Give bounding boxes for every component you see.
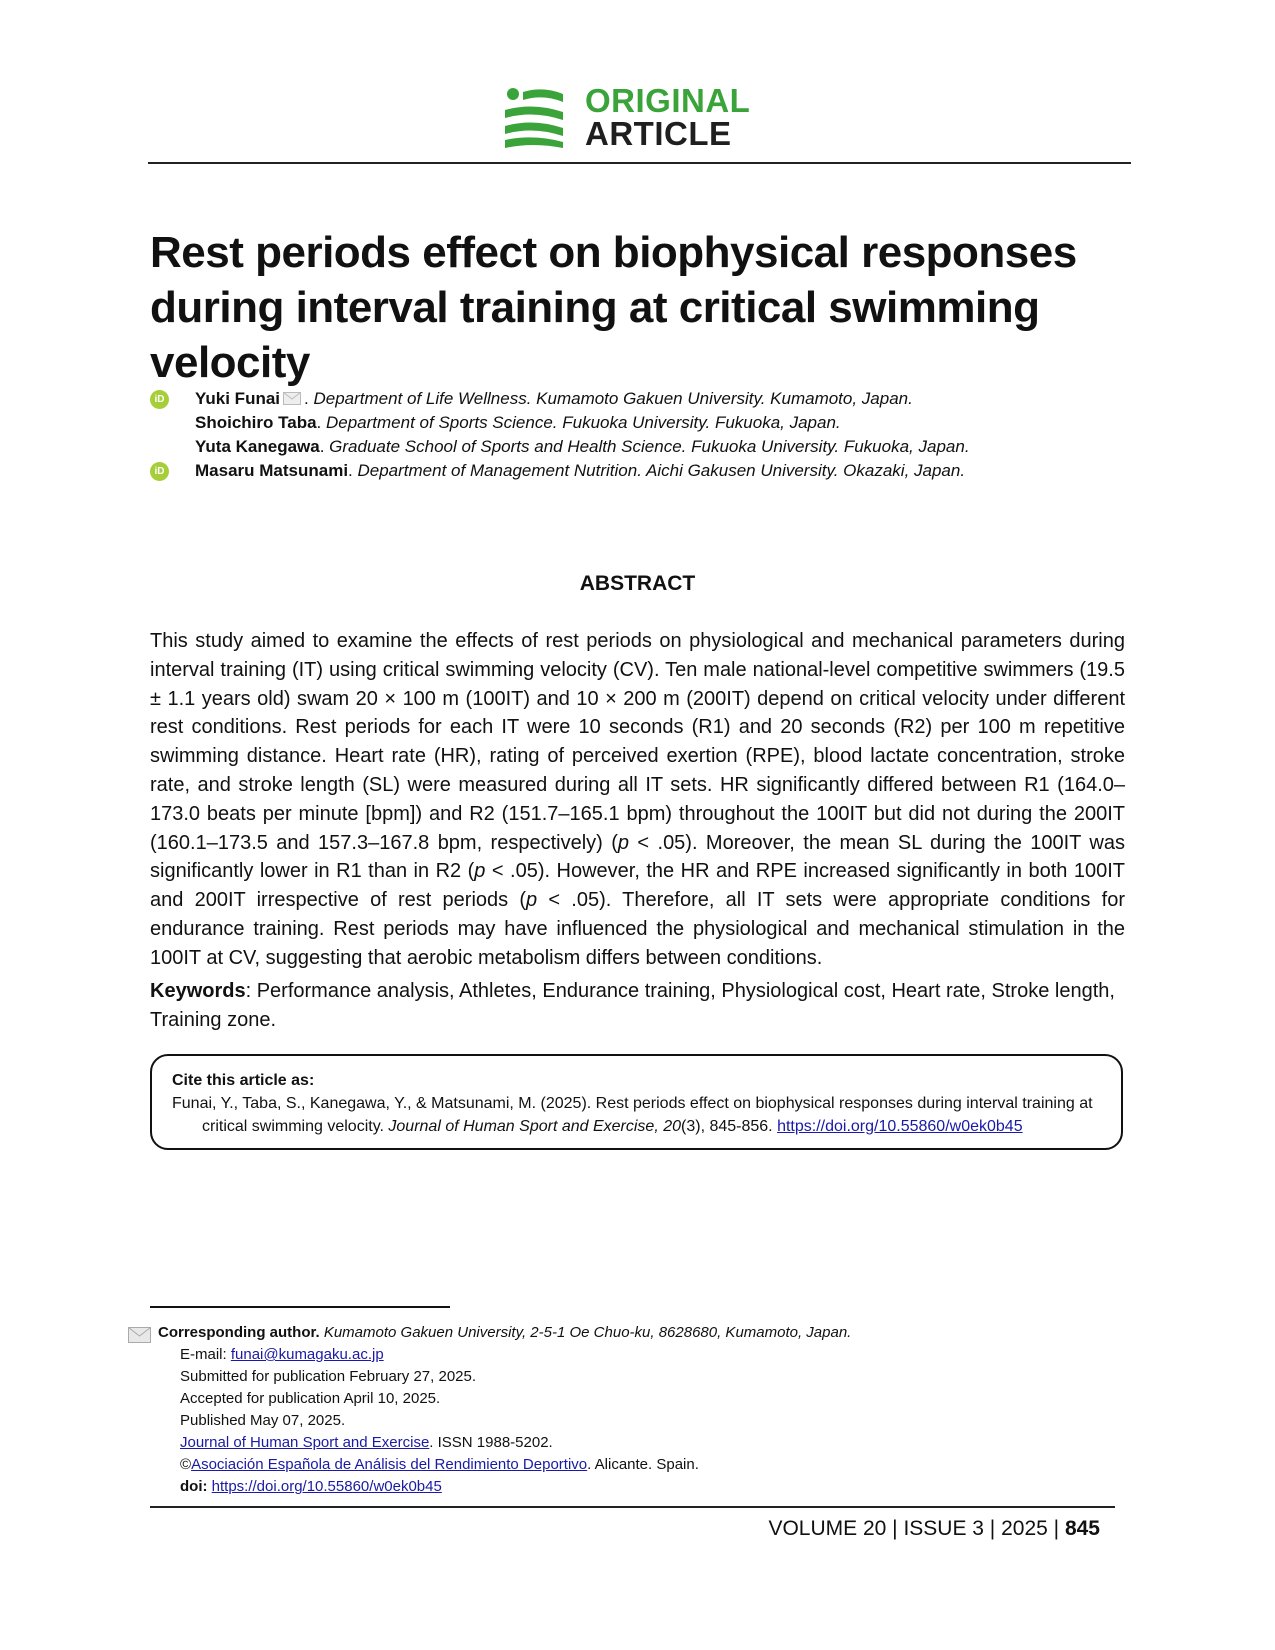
accepted-date: Accepted for publication April 10, 2025. (180, 1390, 441, 1407)
author-list (150, 387, 1150, 483)
citation-journal: Journal of Human Sport and Exercise, 20 (388, 1118, 682, 1135)
email-label: E-mail: (180, 1346, 231, 1363)
copyright-symbol: © (180, 1456, 192, 1473)
abstract-part: < .05). Moreover, the mean SL during the 100IT was significantly lower in R1 than in R2 ( (150, 831, 1125, 883)
corresponding-author (128, 1322, 1078, 1344)
author-name: Yuki Funai (195, 389, 281, 408)
footer-divider (150, 1506, 1115, 1508)
volume-issue: VOLUME 20 | ISSUE 3 | 2025 | (768, 1517, 1065, 1540)
abstract-part: This study aimed to examine the effects of rest periods on physiological and mechanical parameters during interval training (IT) using critical swimming velocity (CV). Ten male national-level competitive swimmers (19.5 ± 1.1 years old) swam 20 × 100 m (100IT) and 10 × 200 m (200IT) depend on critical velocity under different rest conditions. Rest periods for each IT were 10 seconds (R1) and 20 seconds (R2) per 100 m repetitive swimming distance. Heart rate (HR), rating of perceived exertion (RPE), blood lactate concentration, stroke rate, and stroke length (SL) were measured during all IT sets. HR significantly differed between R1 (164.0–173.0 beats per minute [bpm]) and R2 (151.7–165.1 bpm) throughout the 100IT but did not during the 200IT (160.1–173.5 and 157.3–167.8 bpm, respectively) ( (150, 630, 1125, 854)
publisher-line (128, 1454, 1078, 1476)
submitted-date: Submitted for publication February 27, 2025. (180, 1368, 477, 1385)
envelope-icon (128, 1324, 154, 1343)
author-affiliation: Department of Sports Science. Fukuoka University. Fukuoka, Japan. (326, 413, 841, 432)
keywords-label: Keywords (150, 980, 246, 1002)
author-sep: . (348, 461, 358, 480)
author-affiliation: Department of Management Nutrition. Aichi Gakusen University. Okazaki, Japan. (357, 461, 966, 480)
keywords (150, 977, 1125, 1035)
journal-link[interactable]: Journal of Human Sport and Exercise (180, 1434, 430, 1451)
corresponding-label: Corresponding author. (158, 1324, 320, 1341)
badge-text (585, 84, 750, 150)
author-sep: . (319, 437, 330, 456)
email-link[interactable]: funai@kumagaku.ac.jp (230, 1346, 384, 1363)
header-divider (148, 162, 1131, 164)
doi-line (128, 1476, 1078, 1498)
author-item (150, 459, 1150, 483)
author-sep: . (316, 413, 326, 432)
orcid-icon[interactable]: iD (150, 462, 169, 481)
page-number: 845 (1064, 1517, 1100, 1540)
envelope-icon[interactable] (283, 392, 301, 405)
badge-line1: ORIGINAL (585, 82, 751, 119)
badge-line2: ARTICLE (585, 115, 732, 152)
published-date: Published May 07, 2025. (180, 1412, 346, 1429)
keywords-list: : Performance analysis, Athletes, Endurance training, Physiological cost, Heart rate, Stroke length, Training zone. (150, 980, 1115, 1031)
journal-line (128, 1432, 1078, 1454)
abstract-heading: ABSTRACT (579, 572, 696, 595)
page-footer (700, 1517, 1100, 1541)
citation-part: Funai, Y., Taba, S., Kanegawa, Y., & Matsunami, M. (2025). Rest periods effect on biophysical responses during interval training at critical swimming velocity. (172, 1095, 1093, 1135)
footnotes (128, 1322, 1078, 1498)
author-item (150, 435, 1150, 459)
citation-doi-link[interactable]: https://doi.org/10.55860/w0ek0b45 (777, 1118, 1023, 1135)
author-name: Shoichiro Taba (195, 413, 317, 432)
orcid-icon[interactable]: iD (150, 390, 169, 409)
author-name: Masaru Matsunami (195, 461, 349, 480)
email-line (128, 1344, 1078, 1366)
p-value-symbol: p (526, 889, 538, 912)
corresponding-address: Kumamoto Gakuen University, 2-5-1 Oe Chuo-ku, 8628680, Kumamoto, Japan. (319, 1324, 852, 1341)
author-item (150, 411, 1150, 435)
citation-label: Cite this article as: (172, 1072, 315, 1089)
original-article-badge (505, 82, 775, 152)
doi-label: doi: (180, 1478, 212, 1495)
citation-part: (3), 845-856. (681, 1118, 778, 1135)
abstract-part: < .05). Therefore, all IT sets were appropriate conditions for endurance training. Rest periods may have influenced the physiological and mechanical stimulation in the 100IT at CV, suggesting that aerobic metabolism differs between conditions. (150, 889, 1125, 969)
author-affiliation: Department of Life Wellness. Kumamoto Gakuen University. Kumamoto, Japan. (313, 389, 913, 408)
citation-box (150, 1054, 1123, 1150)
author-affiliation: Graduate School of Sports and Health Science. Fukuoka University. Fukuoka, Japan. (329, 437, 970, 456)
footnote-divider (150, 1306, 450, 1308)
abstract-text (150, 627, 1125, 973)
issn: . ISSN 1988-5202. (429, 1434, 553, 1451)
publisher-place: . Alicante. Spain. (587, 1456, 699, 1473)
author-item (150, 387, 1150, 411)
p-value-symbol: p (474, 860, 486, 883)
article-title: Rest periods effect on biophysical responses during interval training at critical swimming velocity (150, 228, 1077, 387)
doi-link[interactable]: https://doi.org/10.55860/w0ek0b45 (211, 1478, 442, 1495)
publisher-link[interactable]: Asociación Española de Análisis del Rendimiento Deportivo (191, 1456, 588, 1473)
original-article-logo-icon (505, 86, 567, 148)
citation-text (172, 1092, 1101, 1138)
abstract-part: < .05). However, the HR and RPE increased significantly in both 100IT and 200IT irrespective of rest periods ( (150, 860, 1125, 912)
author-sep: . (304, 389, 314, 408)
p-value-symbol: p (617, 831, 630, 854)
author-name: Yuta Kanegawa (195, 437, 320, 456)
